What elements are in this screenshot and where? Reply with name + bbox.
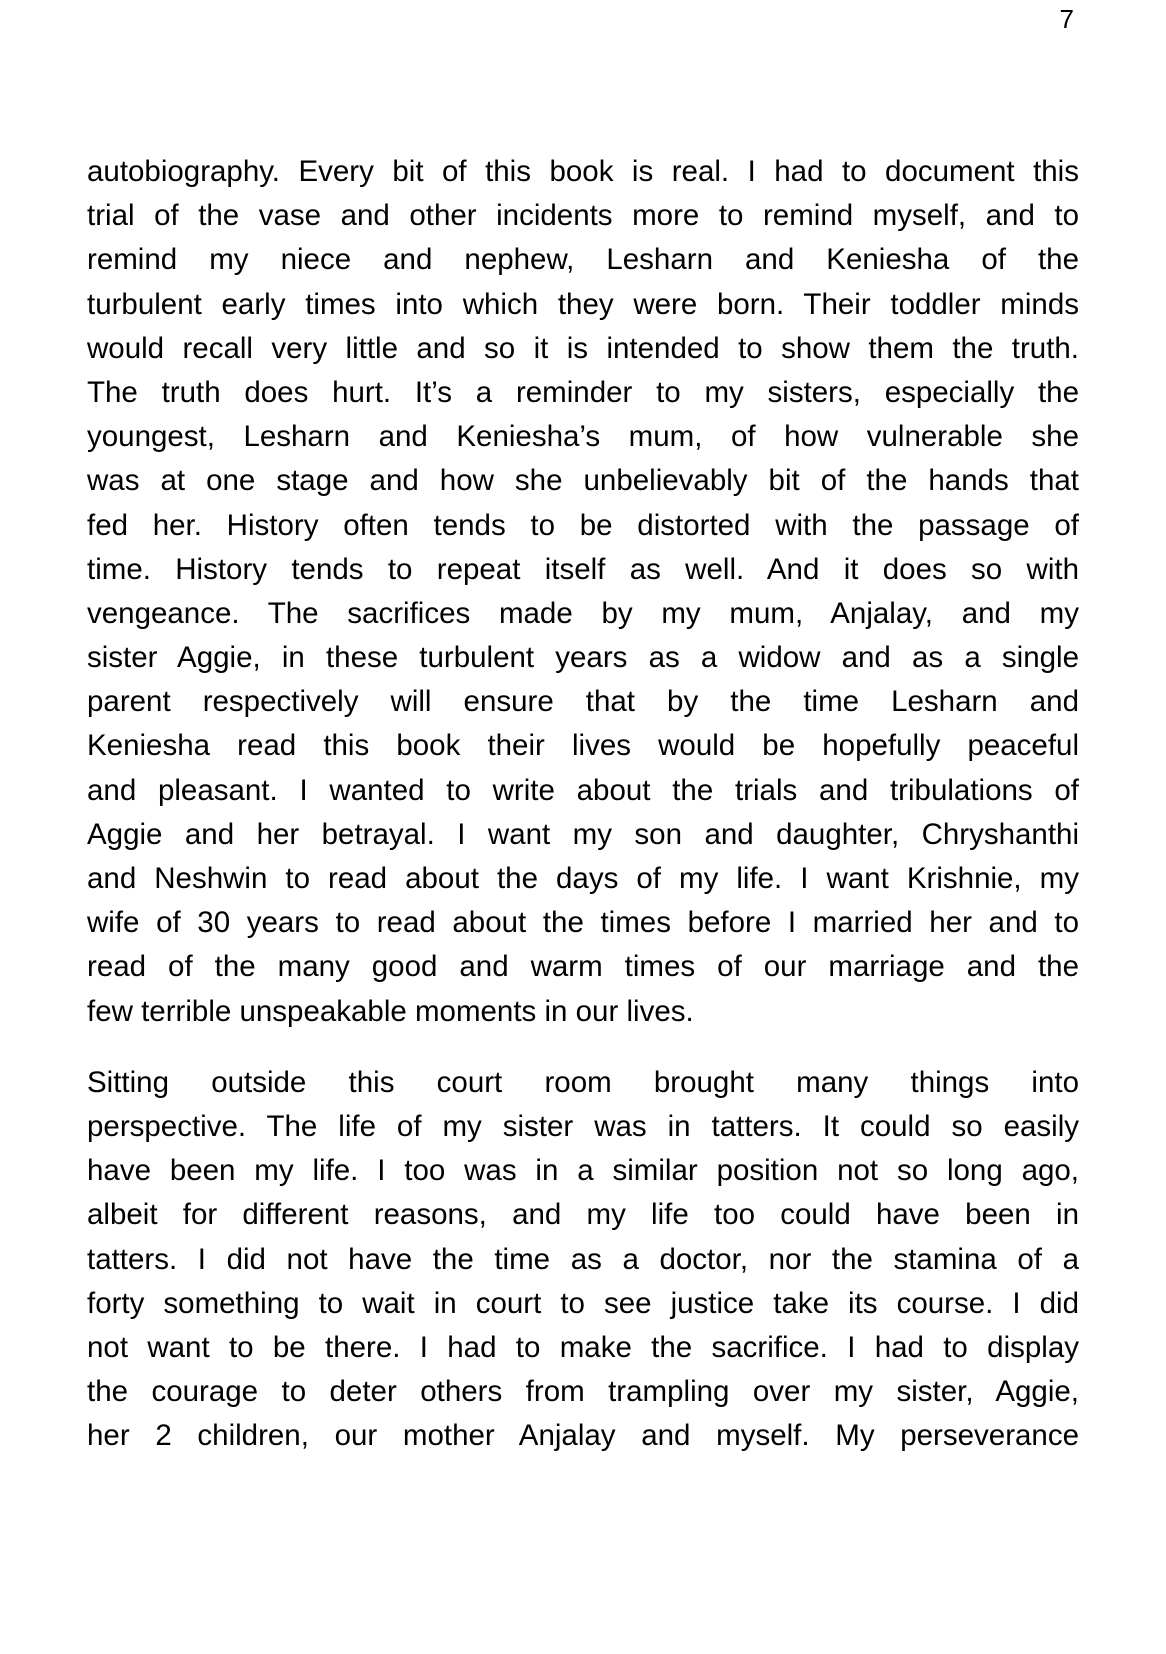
text-line: remind my niece and nephew, Lesharn and Keniesha of the [87,243,1079,277]
paragraph [87,1061,1079,1459]
text-line: sister Aggie, in these turbulent years as a widow and as a single [87,641,1079,675]
text-line: tatters. I did not have the time as a doctor, nor the stamina of a [87,1242,1079,1276]
text-line: was at one stage and how she unbelievably bit of the hands that [87,464,1079,498]
text-line: youngest, Lesharn and Keniesha’s mum, of how vulnerable she [87,420,1079,454]
text-line: have been my life. I too was in a similar position not so long ago, [87,1154,1079,1188]
text-line: the courage to deter others from trampling over my sister, Aggie, [87,1375,1079,1409]
text-line: wife of 30 years to read about the times before I married her and to [87,906,1079,940]
text-line: Keniesha read this book their lives would be hopefully peaceful [87,729,1079,763]
text-line: parent respectively will ensure that by the time Lesharn and [87,685,1079,719]
text-line: vengeance. The sacrifices made by my mum, Anjalay, and my [87,596,1079,630]
paragraph [87,150,1079,1034]
text-line: The truth does hurt. It’s a reminder to my sisters, especially the [87,375,1079,409]
text-line: her 2 children, our mother Anjalay and myself. My perseverance [87,1419,1079,1453]
text-line: not want to be there. I had to make the sacrifice. I had to display [87,1330,1079,1364]
paragraph-spacer [87,1034,1079,1061]
body-text [87,150,1079,1458]
text-line: autobiography. Every bit of this book is real. I had to document this [87,155,1079,188]
text-line: Sitting outside this court room brought many things into [87,1065,1079,1099]
text-line: perspective. The life of my sister was in tatters. It could so easily [87,1109,1079,1143]
text-line: turbulent early times into which they were born. Their toddler minds [87,287,1079,321]
text-line: fed her. History often tends to be distorted with the passage of [87,508,1079,542]
text-line: forty something to wait in court to see justice take its course. I did [87,1286,1079,1320]
text-line: and Neshwin to read about the days of my life. I want Krishnie, my [87,862,1079,895]
text-line: would recall very little and so it is intended to show them the truth. [87,331,1079,365]
text-line: and pleasant. I wanted to write about the trials and tribulations of [87,773,1079,807]
page-number: 7 [1059,4,1074,34]
text-line: read of the many good and warm times of our marriage and the [87,950,1079,984]
text-line: few terrible unspeakable moments in our lives. [87,994,694,1028]
text-line: time. History tends to repeat itself as well. And it does so with [87,552,1079,586]
text-line: Aggie and her betrayal. I want my son and daughter, Chryshanthi [87,817,1079,851]
text-line: albeit for different reasons, and my life too could have been in [87,1198,1079,1232]
text-line: trial of the vase and other incidents more to remind myself, and to [87,199,1079,233]
